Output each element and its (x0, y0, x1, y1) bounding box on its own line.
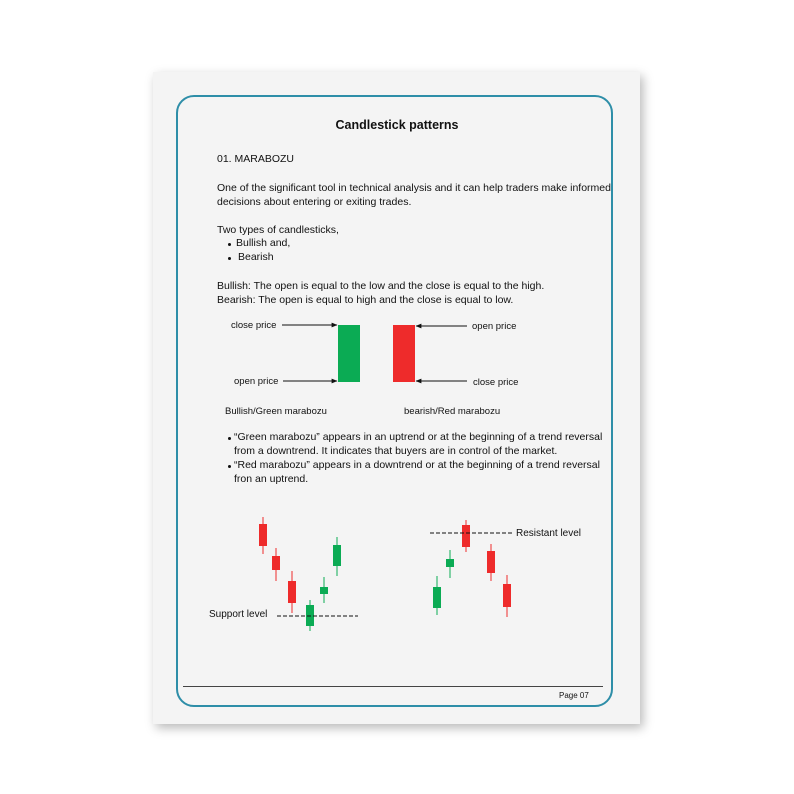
red-candle (503, 584, 511, 607)
type-item-bullish: Bullish and, (236, 237, 291, 249)
types-heading: Two types of candlesticks, (217, 224, 339, 236)
red-candle (288, 581, 296, 603)
note-red-line-1: “Red marabozu” appears in a downtrend or at the beginning of a trend reversal (234, 459, 600, 471)
note-green-line-1: “Green marabozu” appears in an uptrend or at the beginning of a trend reversal (234, 431, 603, 443)
definition-bullish: Bullish: The open is equal to the low and the close is equal to the high. (217, 280, 545, 292)
green-open-label: open price (234, 376, 279, 387)
definition-bearish: Bearish: The open is equal to high and the close is equal to low. (217, 294, 514, 306)
page-title: Candlestick patterns (335, 118, 459, 132)
section-heading: 01. MARABOZU (217, 153, 295, 165)
note-red-line-2: fron an uptrend. (234, 473, 309, 485)
type-item-bearish: Bearish (238, 251, 274, 263)
footer-divider (183, 686, 603, 687)
support-level-label: Support level (209, 609, 268, 620)
page-number: Page 07 (559, 691, 589, 700)
red-candle (272, 556, 280, 570)
resistant-level-label: Resistant level (516, 528, 582, 539)
intro-line-1: One of the significant tool in technical analysis and it can help traders make informed (217, 182, 611, 194)
red-candle (487, 551, 495, 573)
green-candle (333, 545, 341, 566)
red-candle (462, 525, 470, 547)
note-green-line-2: from a downtrend. It indicates that buyers are in control of the market. (234, 445, 558, 457)
intro-line-2: decisions about entering or exiting trades. (217, 196, 412, 208)
green-caption: Bullish/Green marabozu (225, 406, 327, 417)
green-candle (446, 559, 454, 567)
green-candle (320, 587, 328, 594)
red-caption: bearish/Red marabozu (404, 406, 501, 417)
green-close-label: close price (231, 320, 277, 331)
red-close-label: close price (473, 377, 519, 388)
red-candle (259, 524, 267, 546)
green-candle (433, 587, 441, 608)
red-open-label: open price (472, 321, 517, 332)
